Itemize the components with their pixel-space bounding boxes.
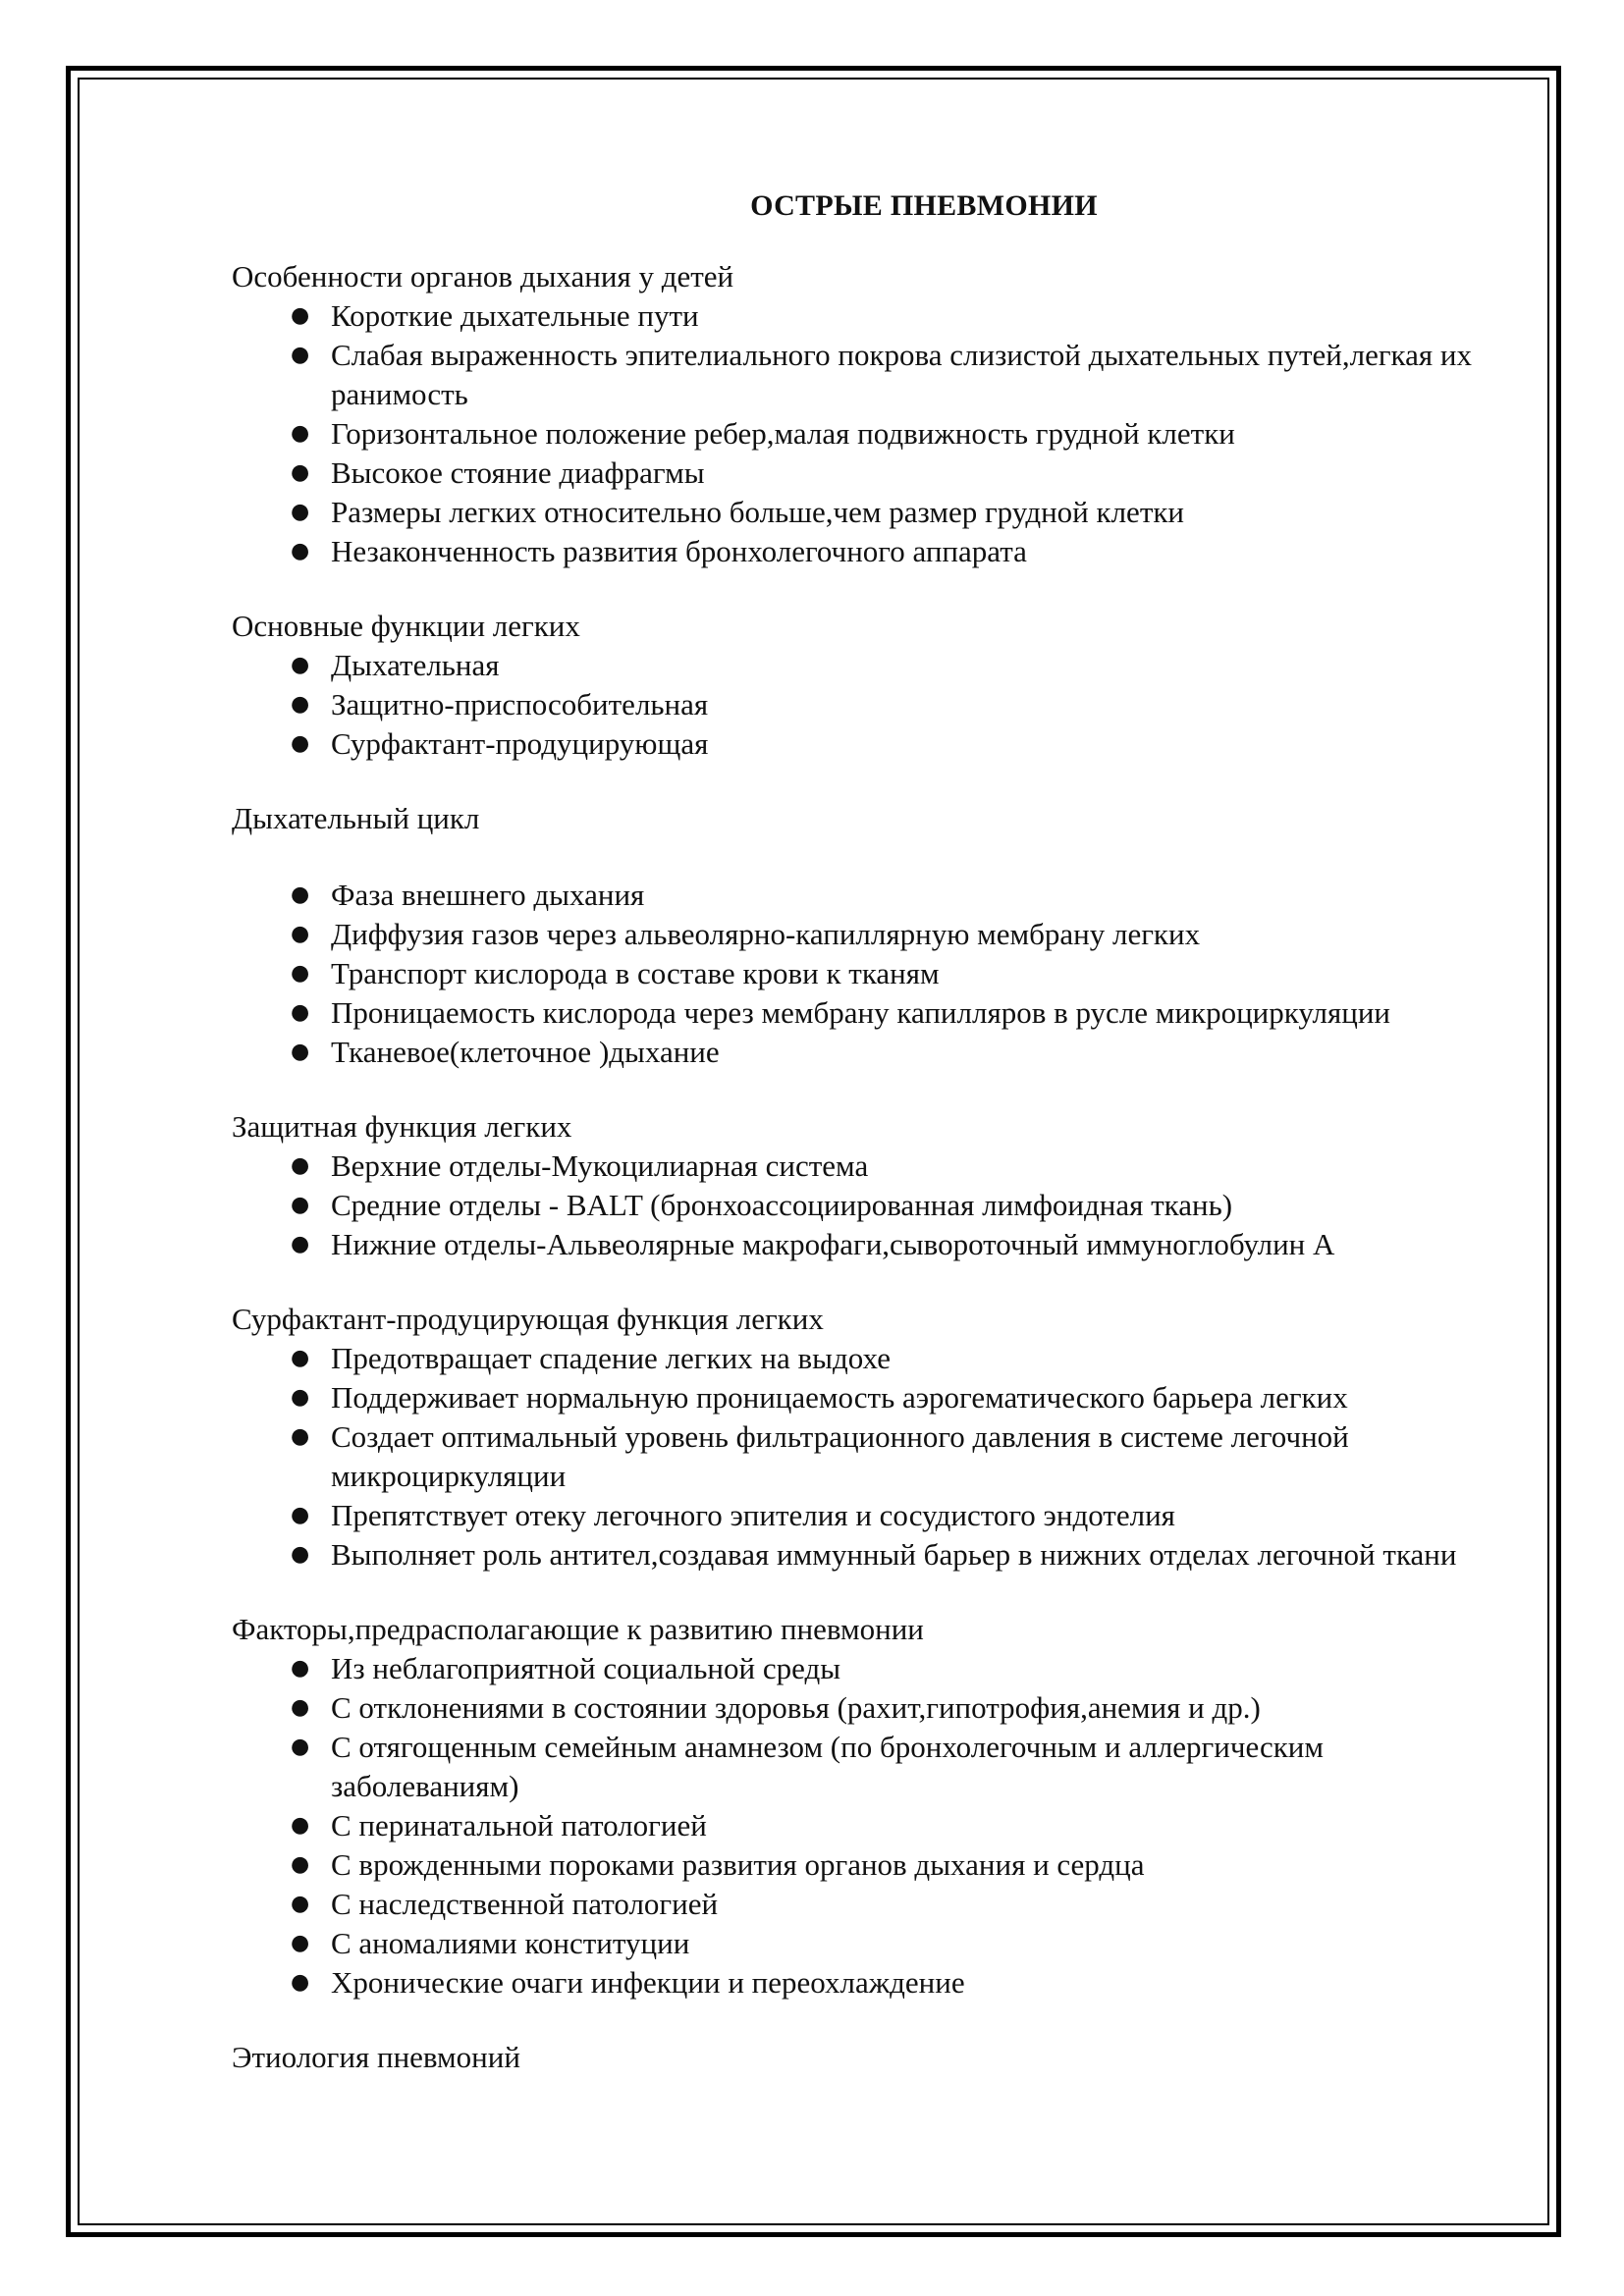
bullet-icon: ● xyxy=(291,303,310,328)
list-item-text: Препятствует отеку легочного эпителия и сосудистого эндотелия xyxy=(331,1498,1175,1532)
list-item-text: Выполняет роль антител,создавая иммунный барьер в нижних отделах легочной ткани xyxy=(331,1537,1457,1572)
list-item-text: Короткие дыхательные пути xyxy=(331,298,699,333)
list-item xyxy=(232,1339,1498,1378)
section-heading: Этиология пневмоний xyxy=(232,2040,520,2074)
bullet-icon: ● xyxy=(291,1153,310,1178)
list-item xyxy=(232,296,1498,336)
list-item xyxy=(232,493,1498,532)
list-item-text: Поддерживает нормальную проницаемость аэрогематического барьера легких xyxy=(331,1380,1348,1415)
section-etiology xyxy=(232,2038,1498,2077)
list-item xyxy=(232,1186,1498,1225)
section-lung-functions xyxy=(232,607,1498,799)
list-item-text: Защитно-приспособительная xyxy=(331,687,709,721)
bullet-icon: ● xyxy=(291,539,310,563)
list-item xyxy=(232,646,1498,685)
list-item-text: Размеры легких относительно больше,чем размер грудной клетки xyxy=(331,495,1185,529)
bullet-list xyxy=(232,1649,1498,2002)
bullet-icon: ● xyxy=(291,961,310,986)
list-item-text: Высокое стояние диафрагмы xyxy=(331,455,705,490)
bullet-icon: ● xyxy=(291,1892,310,1916)
list-item-text: Тканевое(клеточное )дыхание xyxy=(331,1035,720,1069)
bullet-icon: ● xyxy=(291,731,310,756)
list-item xyxy=(232,954,1498,993)
spacer xyxy=(232,764,1498,799)
list-item xyxy=(232,454,1498,493)
bullet-icon: ● xyxy=(291,653,310,677)
bullet-icon: ● xyxy=(291,1813,310,1838)
list-item-text: С врожденными пороками развития органов дыхания и сердца xyxy=(331,1847,1145,1882)
list-item xyxy=(232,336,1498,414)
bullet-icon: ● xyxy=(291,882,310,907)
list-item-text: С наследственной патологией xyxy=(331,1887,719,1921)
list-item xyxy=(232,1845,1498,1885)
section-respiratory-cycle xyxy=(232,799,1498,1107)
list-item-text: Транспорт кислорода в составе крови к тканям xyxy=(331,956,940,990)
list-item xyxy=(232,1806,1498,1845)
list-item xyxy=(232,915,1498,954)
bullet-icon: ● xyxy=(291,500,310,524)
list-item xyxy=(232,1924,1498,1963)
bullet-icon: ● xyxy=(291,1424,310,1449)
bullet-icon: ● xyxy=(291,1040,310,1064)
section-heading: Дыхательный цикл xyxy=(232,801,480,835)
section-heading: Защитная функция легких xyxy=(232,1109,572,1144)
list-item xyxy=(232,532,1498,571)
section-heading: Основные функции легких xyxy=(232,609,580,643)
list-item xyxy=(232,685,1498,724)
bullet-icon: ● xyxy=(291,1503,310,1527)
bullet-icon: ● xyxy=(291,1695,310,1720)
list-item-text: С отклонениями в состоянии здоровья (рахит,гипотрофия,анемия и др.) xyxy=(331,1690,1261,1725)
section-surfactant-function xyxy=(232,1300,1498,1610)
bullet-icon: ● xyxy=(291,1735,310,1759)
list-item-text: Горизонтальное положение ребер,малая подвижность грудной клетки xyxy=(331,416,1235,451)
spacer xyxy=(232,1575,1498,1610)
list-item-text: Фаза внешнего дыхания xyxy=(331,878,645,912)
bullet-icon: ● xyxy=(291,1000,310,1025)
spacer xyxy=(232,838,1498,876)
bullet-list xyxy=(232,296,1498,571)
list-item xyxy=(232,993,1498,1033)
list-item xyxy=(232,414,1498,454)
list-item-text: Создает оптимальный уровень фильтрационного давления в системе легочной микроциркуляции xyxy=(331,1419,1349,1493)
spacer xyxy=(232,2002,1498,2038)
list-item-text: С перинатальной патологией xyxy=(331,1808,707,1842)
spacer xyxy=(232,1072,1498,1107)
list-item xyxy=(232,1649,1498,1688)
bullet-list xyxy=(232,1147,1498,1264)
section-respiratory-features xyxy=(232,257,1498,607)
spacer xyxy=(232,571,1498,607)
section-protective-function xyxy=(232,1107,1498,1300)
list-item xyxy=(232,1033,1498,1072)
bullet-icon: ● xyxy=(291,1931,310,1955)
bullet-icon: ● xyxy=(291,1656,310,1681)
sections-container xyxy=(232,257,1498,2077)
bullet-icon: ● xyxy=(291,1542,310,1567)
list-item-text: С аномалиями конституции xyxy=(331,1926,690,1960)
section-heading: Факторы,предрасполагающие к развитию пневмонии xyxy=(232,1612,924,1646)
list-item xyxy=(232,1728,1498,1806)
bullet-icon: ● xyxy=(291,1346,310,1370)
list-item-text: Верхние отделы-Мукоцилиарная система xyxy=(331,1148,869,1183)
list-item xyxy=(232,1417,1498,1496)
bullet-icon: ● xyxy=(291,1385,310,1410)
list-item-text: Диффузия газов через альвеолярно-капиллярную мембрану легких xyxy=(331,917,1201,951)
list-item-text: Дыхательная xyxy=(331,648,500,682)
list-item-text: Из неблагоприятной социальной среды xyxy=(331,1651,841,1685)
bullet-list xyxy=(232,1339,1498,1575)
bullet-icon: ● xyxy=(291,421,310,446)
bullet-icon: ● xyxy=(291,1970,310,1995)
list-item xyxy=(232,1225,1498,1264)
spacer xyxy=(232,1264,1498,1300)
section-predisposing-factors xyxy=(232,1610,1498,2038)
list-item-text: С отягощенным семейным анамнезом (по бронхолегочным и аллергическим заболеваниям) xyxy=(331,1730,1325,1803)
list-item-text: Незаконченность развития бронхолегочного аппарата xyxy=(331,534,1027,568)
bullet-icon: ● xyxy=(291,1193,310,1217)
list-item xyxy=(232,1535,1498,1575)
section-heading: Особенности органов дыхания у детей xyxy=(232,259,734,294)
list-item xyxy=(232,1378,1498,1417)
bullet-list xyxy=(232,646,1498,764)
section-heading: Сурфактант-продуцирующая функция легких xyxy=(232,1302,824,1336)
list-item xyxy=(232,876,1498,915)
bullet-icon: ● xyxy=(291,460,310,485)
bullet-list xyxy=(232,876,1498,1072)
document-title: ОСТРЫЕ ПНЕВМОНИИ xyxy=(750,189,1098,222)
list-item xyxy=(232,1147,1498,1186)
list-item xyxy=(232,1885,1498,1924)
bullet-icon: ● xyxy=(291,922,310,946)
list-item xyxy=(232,1963,1498,2002)
bullet-icon: ● xyxy=(291,343,310,367)
list-item xyxy=(232,1688,1498,1728)
document-body xyxy=(232,187,1498,2077)
list-item xyxy=(232,1496,1498,1535)
bullet-icon: ● xyxy=(291,1232,310,1256)
list-item-text: Проницаемость кислорода через мембрану капилляров в русле микроциркуляции xyxy=(331,995,1391,1030)
list-item-text: Нижние отделы-Альвеолярные макрофаги,сывороточный иммуноглобулин А xyxy=(331,1227,1335,1261)
list-item-text: Хронические очаги инфекции и переохлаждение xyxy=(331,1965,965,2000)
list-item-text: Предотвращает спадение легких на выдохе xyxy=(331,1341,891,1375)
bullet-icon: ● xyxy=(291,692,310,717)
list-item-text: Слабая выраженность эпителиального покрова слизистой дыхательных путей,легкая их ранимость xyxy=(331,338,1473,411)
list-item xyxy=(232,724,1498,764)
list-item-text: Средние отделы - BALT (бронхоассоциированная лимфоидная ткань) xyxy=(331,1188,1233,1222)
bullet-icon: ● xyxy=(291,1852,310,1877)
list-item-text: Сурфактант-продуцирующая xyxy=(331,726,709,761)
